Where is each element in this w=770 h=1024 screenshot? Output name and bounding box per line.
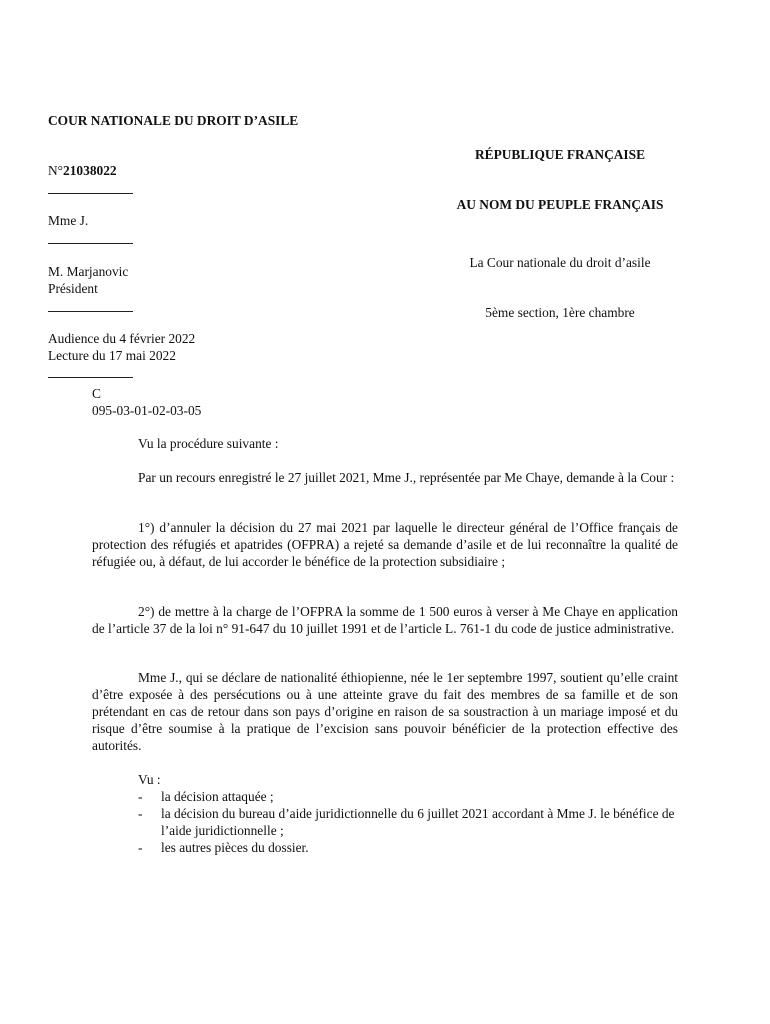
court-name: La Cour nationale du droit d’asile [469,255,651,270]
divider [48,243,133,244]
list-item: - la décision du bureau d’aide juridictionnelle du 6 juillet 2021 accordant à Mme J. le bénéfice de l’aide juridictionnelle ; [92,805,678,839]
judge-name: M. Marjanovic [48,264,129,279]
republic-heading: RÉPUBLIQUE FRANÇAISE [474,147,645,162]
classification-code: 095-03-01-02-03-05 [92,403,202,418]
applicant-name: Mme J. [48,213,89,228]
divider [48,377,133,378]
vu-list [92,788,678,856]
reading-date: Lecture du 17 mai 2022 [48,348,176,363]
vu-heading: Vu : [138,772,161,787]
case-number-value: 21038022 [63,163,117,178]
people-heading: AU NOM DU PEUPLE FRANÇAIS [456,197,664,212]
hearing-date: Audience du 4 février 2022 [48,331,196,346]
case-number-prefix: N° [48,163,64,178]
paragraph-conclusion-1: 1°) d’annuler la décision du 27 mai 2021 par laquelle le directeur général de l’Office français de protection des réfugiés et apatrides (OFPRA) a rejeté sa demande d’asile et de lui reconnaître la qualité de réfugiée ou, à défaut, de lui accorder le bénéfice de la protection subsidiaire ; [92,520,678,569]
paragraph-conclusion-2: 2°) de mettre à la charge de l’OFPRA la somme de 1 500 euros à verser à Me Chaye en application de l’article 37 de la loi n° 91-647 du 10 juillet 1991 et de l’article L. 761-1 du code de justice administrative. [92,604,678,636]
court-section: 5ème section, 1ère chambre [485,305,635,320]
court-title: COUR NATIONALE DU DROIT D’ASILE [48,113,299,128]
list-item: - la décision attaquée ; [92,788,678,805]
paragraph-request: Par un recours enregistré le 27 juillet 2021, Mme J., représentée par Me Chaye, demande à la Cour : [138,470,675,485]
judge-role: Président [48,281,98,296]
case-number [48,162,117,179]
procedure-heading: Vu la procédure suivante : [138,436,279,451]
list-item: - les autres pièces du dossier. [92,839,678,856]
divider [48,193,133,194]
classification-letter: C [92,386,101,401]
paragraph-claims: Mme J., qui se déclare de nationalité éthiopienne, née le 1er septembre 1997, soutient qu’elle craint d’être exposée à des persécutions ou à une atteinte grave du fait des membres de sa famille et de son prétendant en cas de retour dans son pays d’origine en raison de sa soustraction à un mariage imposé et du risque d’être soumise à la pratique de l’excision sans pouvoir bénéficier de la protection effective des autorités. [92,670,678,753]
divider [48,311,133,312]
